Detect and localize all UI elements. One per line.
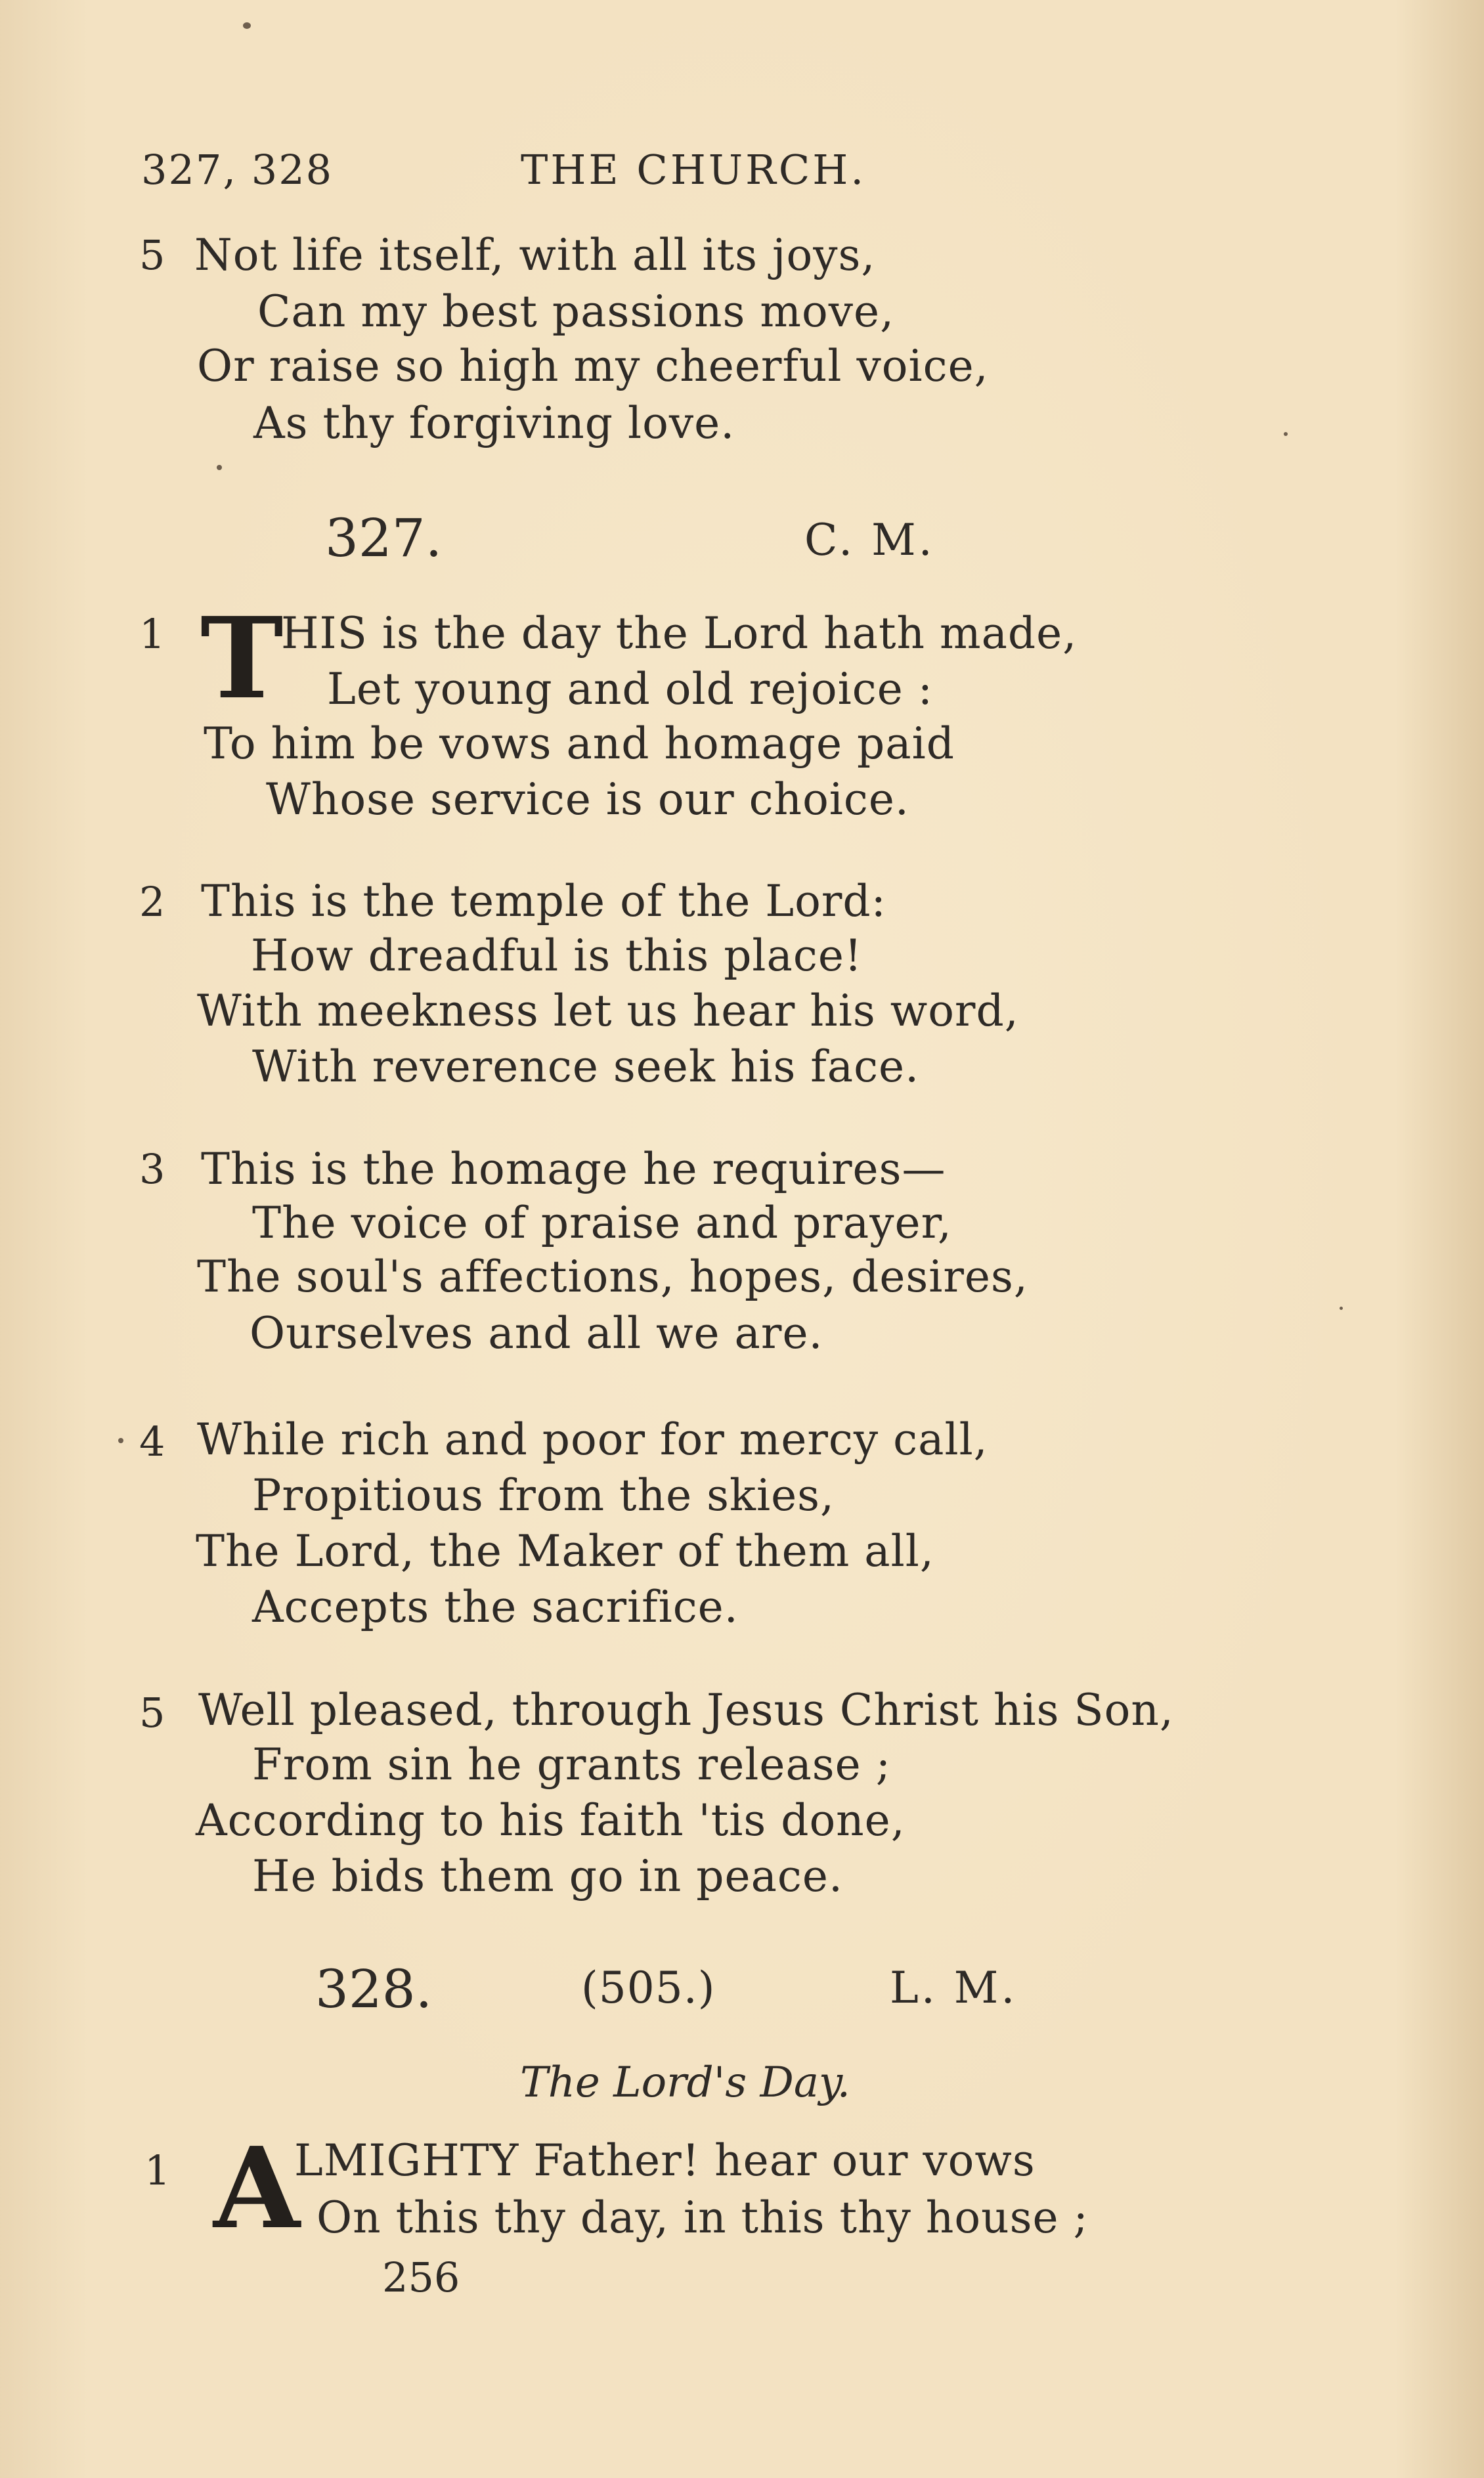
paper-speck — [1284, 432, 1288, 436]
page-number: 256 — [382, 2253, 460, 2301]
verse-line: He bids them go in peace. — [252, 1851, 843, 1902]
verse-number: 2 — [139, 878, 165, 926]
verse-line: The voice of praise and prayer, — [252, 1198, 952, 1248]
verse-line: Can my best passions move, — [257, 286, 895, 337]
verse-number: 1 — [144, 2146, 171, 2194]
hymn-328-meter: L. M. — [890, 1963, 1018, 2013]
header-section-title: THE CHURCH. — [521, 146, 867, 194]
hymn-328-subtitle: The Lord's Day. — [520, 2058, 850, 2107]
verse-line: According to his faith 'tis done, — [196, 1795, 906, 1846]
verse-line: To him be vows and homage paid — [204, 718, 955, 769]
verse-line: While rich and poor for mercy call, — [197, 1414, 988, 1465]
verse-line: This is the homage he requires— — [201, 1144, 946, 1194]
verse-line: Accepts the sacrifice. — [252, 1582, 739, 1632]
verse-line: HIS is the day the Lord hath made, — [281, 608, 1078, 659]
verse-number: 1 — [139, 610, 165, 658]
verse-line: Well pleased, through Jesus Christ his Son, — [198, 1685, 1174, 1735]
paper-speck — [118, 1438, 123, 1443]
drop-cap: A — [213, 2123, 300, 2254]
header-hymn-numbers: 327, 328 — [141, 146, 334, 194]
verse-number: 4 — [139, 1418, 165, 1466]
verse-line: On this thy day, in this thy house ; — [316, 2192, 1089, 2243]
hymn-328-reference: (505.) — [581, 1963, 716, 2013]
verse-line: How dreadful is this place! — [251, 930, 863, 981]
verse-number: 3 — [139, 1145, 165, 1193]
verse-line: The Lord, the Maker of them all, — [196, 1526, 934, 1576]
verse-line: Let young and old rejoice : — [327, 664, 933, 714]
verse-line: With reverence seek his face. — [252, 1041, 920, 1092]
verse-line: As thy forgiving love. — [253, 398, 735, 448]
paper-speck — [1340, 1307, 1343, 1310]
hymn-328-number: 328. — [315, 1959, 433, 2020]
verse-line: Or raise so high my cheerful voice, — [197, 341, 989, 391]
verse-line: From sin he grants release ; — [252, 1739, 891, 1790]
verse-line: Ourselves and all we are. — [250, 1308, 823, 1359]
paper-speck — [243, 22, 251, 29]
running-header — [141, 146, 916, 205]
verse-line: This is the temple of the Lord: — [201, 876, 886, 926]
verse-line: LMIGHTY Father! hear our vows — [294, 2135, 1036, 2186]
verse-number: 5 — [139, 231, 165, 279]
paper-speck — [217, 465, 222, 470]
hymn-327-number: 327. — [325, 508, 443, 569]
verse-line: With meekness let us hear his word, — [197, 986, 1019, 1036]
drop-cap: T — [200, 593, 284, 724]
verse-line: Whose service is our choice. — [266, 774, 909, 825]
hymn-327-meter: C. M. — [804, 515, 935, 565]
verse-line: Propitious from the skies, — [252, 1470, 835, 1521]
verse-number: 5 — [139, 1689, 165, 1737]
verse-line: The soul's affections, hopes, desires, — [197, 1251, 1028, 1302]
verse-line: Not life itself, with all its joys, — [194, 230, 876, 280]
